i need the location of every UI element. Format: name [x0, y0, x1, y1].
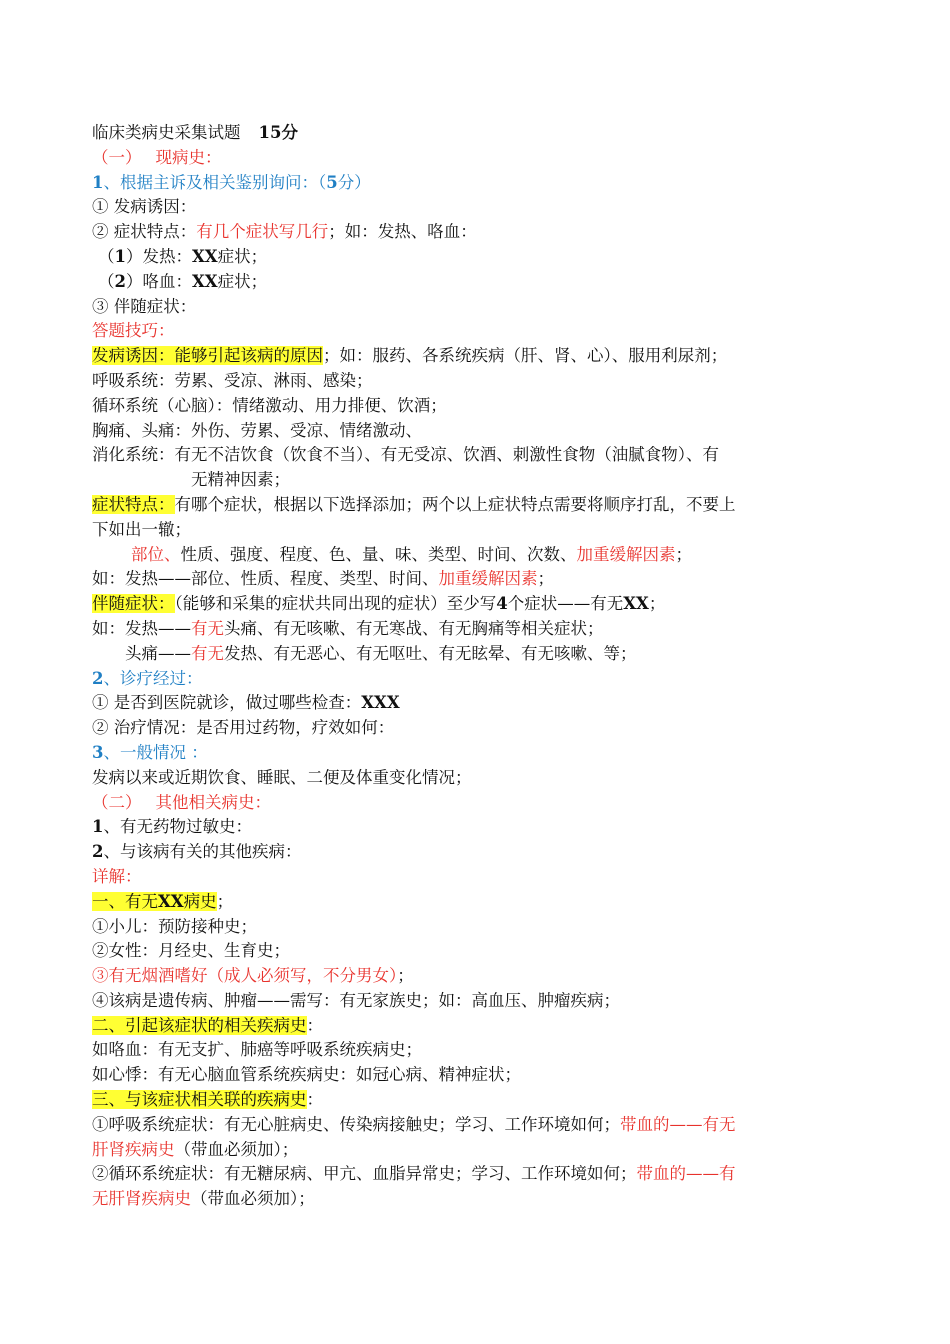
fever-tail: 症状；	[217, 246, 268, 266]
tip-cause-highlight: 发病诱因：能够引起该病的原因	[92, 346, 323, 366]
tip-accompany-ex1	[92, 617, 852, 642]
tip-attributes	[92, 543, 852, 568]
item-accompany: ③ 伴随症状：	[92, 296, 197, 316]
acc-ex2-rest: 发热、有无恶心、有无呕吐、有无眩晕、有无咳嗽、等；	[224, 643, 637, 663]
fever-example-end: ；	[537, 569, 554, 589]
acc-ex1-label: 如：发热——	[92, 618, 191, 638]
detail1-item3-end: ；	[397, 966, 414, 986]
detail1-item3	[92, 964, 852, 989]
section1-num: 1	[92, 172, 104, 192]
tip-accompany-highlight: 伴随症状：	[92, 594, 175, 614]
tip-digestive-cont: 无精神因素；	[191, 470, 290, 490]
tip-cause-rest: ；如：服药、各系统疾病（肝、肾、心）、服用利尿剂；	[323, 346, 728, 366]
document-title	[92, 121, 852, 146]
tip-accompany-rest2: 个症状——有无	[507, 594, 624, 614]
detail3-item1	[92, 1113, 852, 1138]
detail3-highlight: 三、与该症状相关联的疾病史	[92, 1090, 307, 1110]
diag-item1-xxx: XXX	[361, 693, 400, 713]
part2-heading-num: （二）	[92, 792, 142, 812]
section2-num: 2	[92, 668, 104, 688]
detail1-text: 一、有无	[92, 891, 158, 911]
detail1-item4: ④该病是遗传病、肿瘤——需写：有无家族史；如：高血压、肿瘤疾病；	[92, 990, 620, 1010]
detail3-item2-text: ②循环系统症状：有无糖尿病、甲亢、血脂异常史；学习、工作环境如何；	[92, 1164, 637, 1184]
other-item2-text: 、与该病有关的其他疾病：	[103, 842, 302, 862]
fever-xx: XX	[191, 246, 218, 266]
tip-chest-headache: 胸痛、头痛：外伤、劳累、受凉、情绪激动、	[92, 420, 422, 440]
tip-symptom	[92, 493, 852, 518]
detail1-xx: XX	[158, 891, 184, 911]
attr-aggravating: 加重缓解因素	[576, 544, 676, 564]
fever-num: 1	[114, 246, 126, 266]
general-text: 发病以来或近期饮食、睡眠、二便及体重变化情况；	[92, 767, 472, 787]
document-page	[92, 121, 852, 1212]
tip-accompany-end: ；	[648, 594, 666, 614]
detail1-item2: ②女性：月经史、生育史；	[92, 941, 290, 961]
fever-example-text: 如：发热——部位、性质、程度、类型、时间、	[92, 569, 439, 589]
part2-heading-text: 其他相关病史：	[155, 792, 271, 812]
part2-heading	[92, 791, 852, 816]
detail3-heading	[92, 1088, 852, 1113]
part1-heading	[92, 146, 852, 171]
hemo-open: （	[98, 271, 115, 291]
tips-heading: 答题技巧：	[92, 321, 175, 341]
detail1-item1: ①小儿：预防接种史；	[92, 916, 257, 936]
section1-score: 5	[326, 172, 338, 192]
item-symptom-label: ② 症状特点：	[92, 222, 197, 242]
item-symptom-example: ；如：发热、咯血：	[328, 222, 477, 242]
section3-text: 、一般情况 ：	[103, 742, 208, 762]
fever-label: ）发热：	[125, 246, 192, 266]
detail3-item2	[92, 1162, 852, 1187]
detail2-item2: 如心悸：有无心脑血管系统疾病史：如冠心病、精神症状；	[92, 1065, 521, 1085]
other-item1-text: 、有无药物过敏史：	[103, 817, 252, 837]
hemo-xx: XX	[191, 271, 218, 291]
section1-tail: 分）	[337, 172, 371, 192]
detail2-item1: 如咯血：有无支扩、肺癌等呼吸系统疾病史；	[92, 1040, 422, 1060]
section2-heading	[92, 667, 852, 692]
tip-symptom-highlight: 症状特点：	[92, 494, 175, 514]
item-fever	[92, 245, 852, 270]
tip-fever-example	[92, 567, 852, 592]
fever-open: （	[98, 246, 115, 266]
title-score: 15分	[258, 123, 298, 142]
part1-heading-num: （一）	[92, 147, 142, 167]
tip-accompany-ex2	[92, 642, 852, 667]
diag-item2: ② 治疗情况：是否用过药物，疗效如何：	[92, 718, 395, 738]
part1-heading-text: 现病史：	[155, 147, 222, 167]
tip-accompany-num: 4	[496, 594, 508, 614]
detail1-item3-red: ③有无烟酒嗜好（成人必须写，不分男女）	[92, 966, 398, 986]
tip-symptom-rest: 有哪个症状，根据以下选择添加；两个以上症状特点需要将顺序打乱，不要上	[174, 494, 736, 514]
tip-symptom-cont: 下如出一辙；	[92, 519, 191, 539]
other-item2-num: 2	[92, 842, 104, 862]
item-symptom	[92, 220, 852, 245]
diag-item1	[92, 691, 852, 716]
tip-accompany-xx: XX	[623, 594, 649, 614]
detail2-heading	[92, 1014, 852, 1039]
tip-digestive: 消化系统：有无不洁饮食（饮食不当）、有无受凉、饮酒、刺激性食物（油腻食物）、有	[92, 445, 719, 465]
attr-list: 性质、强度、程度、色、量、味、类型、时间、次数、	[180, 544, 577, 564]
detail2-highlight: 二、引起该症状的相关疾病史	[92, 1015, 307, 1035]
attr-location: 部位、	[131, 544, 181, 564]
attr-end: ；	[675, 544, 692, 564]
detail1-heading	[92, 890, 852, 915]
section3-heading	[92, 741, 852, 766]
item-symptom-note: 有几个症状写几行	[196, 222, 329, 242]
section1-text: 、根据主诉及相关鉴别询问：（	[103, 172, 327, 192]
diag-item1-text: ① 是否到医院就诊，做过哪些检查：	[92, 693, 362, 713]
detail3-item2-red: 带血的——有	[636, 1164, 736, 1184]
acc-ex2-label: 头痛——	[125, 643, 191, 663]
hemo-tail: 症状；	[217, 271, 268, 291]
other-item2	[92, 840, 852, 865]
detail3-item2-tail: （带血必须加）；	[191, 1189, 315, 1209]
hemo-label: ）咯血：	[125, 271, 192, 291]
section2-text: 、诊疗经过：	[103, 668, 203, 688]
detail-heading: 详解：	[92, 866, 142, 886]
detail3-item1-tail: （带血必须加）；	[174, 1139, 299, 1159]
detail3-end: ：	[306, 1090, 323, 1110]
other-item1-num: 1	[92, 817, 104, 837]
detail3-item1-text: ①呼吸系统症状：有无心脏病史、传染病接触史；学习、工作环境如何；	[92, 1114, 620, 1134]
detail3-item2-cont	[92, 1187, 852, 1212]
tip-cause	[92, 344, 852, 369]
tip-respiratory: 呼吸系统：劳累、受凉、淋雨、感染；	[92, 370, 373, 390]
item-cause: ① 发病诱因：	[92, 197, 197, 217]
tip-circulatory: 循环系统（心脑）：情绪激动、用力排便、饮酒；	[92, 395, 447, 415]
detail1-text2: 病史	[183, 891, 217, 911]
detail3-item1-red: 带血的——有无	[620, 1114, 736, 1134]
detail3-item1-red2: 肝肾疾病史	[92, 1139, 175, 1159]
detail1-end: ；	[216, 891, 234, 911]
detail3-item1-cont	[92, 1138, 852, 1163]
item-hemoptysis	[92, 270, 852, 295]
acc-ex2-red: 有无	[191, 643, 224, 663]
tip-accompany	[92, 592, 852, 617]
title-text: 临床类病史采集试题	[92, 123, 241, 142]
detail2-end: ：	[306, 1015, 323, 1035]
acc-ex1-rest: 头痛、有无咳嗽、有无寒战、有无胸痛等相关症状；	[224, 618, 604, 638]
acc-ex1-red: 有无	[191, 618, 224, 638]
fever-example-red: 加重缓解因素	[438, 569, 538, 589]
tip-accompany-rest: （能够和采集的症状共同出现的症状）至少写	[174, 594, 497, 614]
section3-num: 3	[92, 742, 104, 762]
hemo-num: 2	[114, 271, 126, 291]
section1-heading	[92, 171, 852, 196]
other-item1	[92, 815, 852, 840]
detail3-item2-red2: 无肝肾疾病史	[92, 1189, 191, 1209]
